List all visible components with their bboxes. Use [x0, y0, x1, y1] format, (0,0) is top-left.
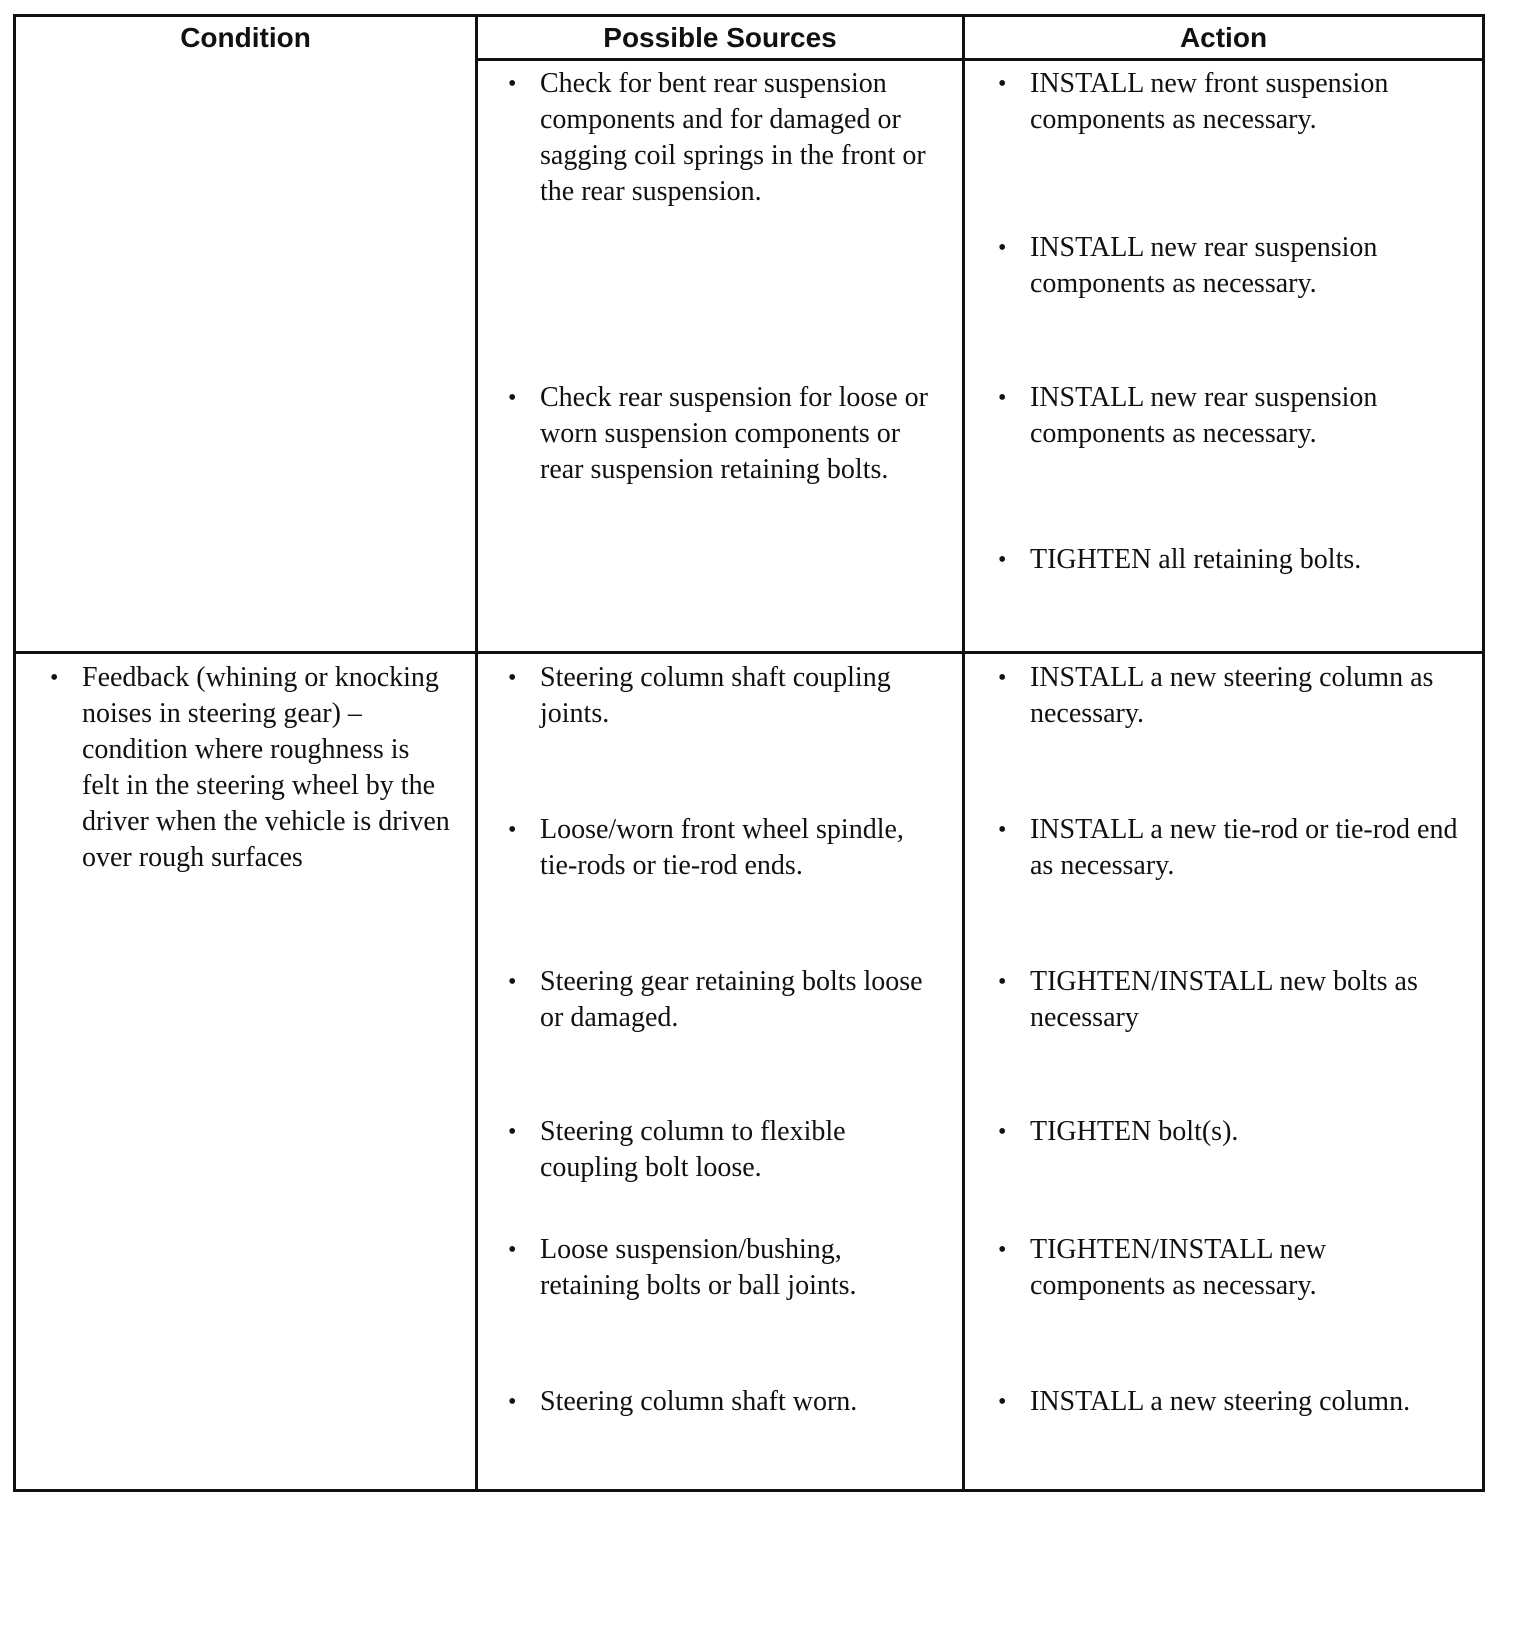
- condition-text: Feedback (whining or knocking noises in steering gear) – condition where roughness is felt in the steering wheel by the driver when the vehicle is driven over rough surfaces: [82, 662, 450, 873]
- bullet: •: [508, 1119, 517, 1145]
- action-text: TIGHTEN all retaining bolts.: [1030, 544, 1362, 575]
- action-entry: [998, 1384, 1458, 1420]
- source-entry: [508, 66, 948, 210]
- action-entry: [998, 380, 1458, 452]
- bullet: •: [998, 235, 1007, 261]
- action-text: INSTALL new front suspension components as necessary.: [1030, 68, 1389, 135]
- source-text: Loose/worn front wheel spindle, tie-rods or tie-rod ends.: [540, 814, 904, 881]
- action-entry: [998, 66, 1458, 138]
- bullet: •: [998, 71, 1007, 97]
- action-entry: [998, 964, 1458, 1036]
- column-divider-2: [962, 14, 965, 1492]
- bullet: •: [508, 817, 517, 843]
- source-entry: [508, 1384, 948, 1420]
- action-entry: [998, 1114, 1458, 1150]
- condition-entry: [50, 660, 450, 876]
- row-divider: [13, 651, 1485, 654]
- action-text: TIGHTEN/INSTALL new components as necessary.: [1030, 1234, 1327, 1301]
- action-entry: [998, 230, 1458, 302]
- source-text: Steering column shaft worn.: [540, 1386, 858, 1417]
- column-divider-1: [475, 14, 478, 1492]
- bullet: •: [50, 665, 59, 691]
- action-entry: [998, 542, 1458, 578]
- bullet: •: [508, 1389, 517, 1415]
- action-entry: [998, 812, 1458, 884]
- header-action: Action: [1179, 22, 1268, 53]
- bullet: •: [998, 547, 1007, 573]
- source-entry: [508, 1114, 948, 1186]
- source-text: Steering column to flexible coupling bolt loose.: [540, 1116, 846, 1183]
- bullet: •: [998, 1389, 1007, 1415]
- source-text: Steering gear retaining bolts loose or damaged.: [540, 966, 923, 1033]
- bullet: •: [998, 969, 1007, 995]
- source-entry: [508, 1232, 948, 1304]
- bullet: •: [508, 1237, 517, 1263]
- source-entry: [508, 380, 948, 488]
- action-text: INSTALL new rear suspension components as necessary.: [1030, 232, 1378, 299]
- source-text: Steering column shaft coupling joints.: [540, 662, 891, 729]
- action-text: TIGHTEN/INSTALL new bolts as necessary: [1030, 966, 1418, 1033]
- bullet: •: [998, 1237, 1007, 1263]
- source-entry: [508, 812, 948, 884]
- action-text: TIGHTEN bolt(s).: [1030, 1116, 1239, 1147]
- source-entry: [508, 964, 948, 1036]
- source-entry: [508, 660, 948, 732]
- bullet: •: [998, 385, 1007, 411]
- header-possible-sources: Possible Sources: [603, 22, 837, 53]
- source-text: Check rear suspension for loose or worn suspension components or rear suspension retaining bolts.: [540, 382, 929, 485]
- bullet: •: [998, 817, 1007, 843]
- source-text: Loose suspension/bushing, retaining bolts or ball joints.: [540, 1234, 857, 1301]
- source-text: Check for bent rear suspension components and for damaged or sagging coil springs in the front or the rear suspension.: [540, 68, 926, 207]
- bullet: •: [508, 969, 517, 995]
- bullet: •: [508, 385, 517, 411]
- bullet: •: [508, 665, 517, 691]
- action-entry: [998, 1232, 1458, 1304]
- bullet: •: [998, 1119, 1007, 1145]
- action-text: INSTALL a new steering column as necessary.: [1030, 662, 1434, 729]
- bullet: •: [998, 665, 1007, 691]
- header-condition: Condition: [180, 22, 311, 53]
- bullet: •: [508, 71, 517, 97]
- action-text: INSTALL a new steering column.: [1030, 1386, 1411, 1417]
- action-text: INSTALL a new tie-rod or tie-rod end as necessary.: [1030, 814, 1458, 881]
- action-text: INSTALL new rear suspension components as necessary.: [1030, 382, 1378, 449]
- action-entry: [998, 660, 1458, 732]
